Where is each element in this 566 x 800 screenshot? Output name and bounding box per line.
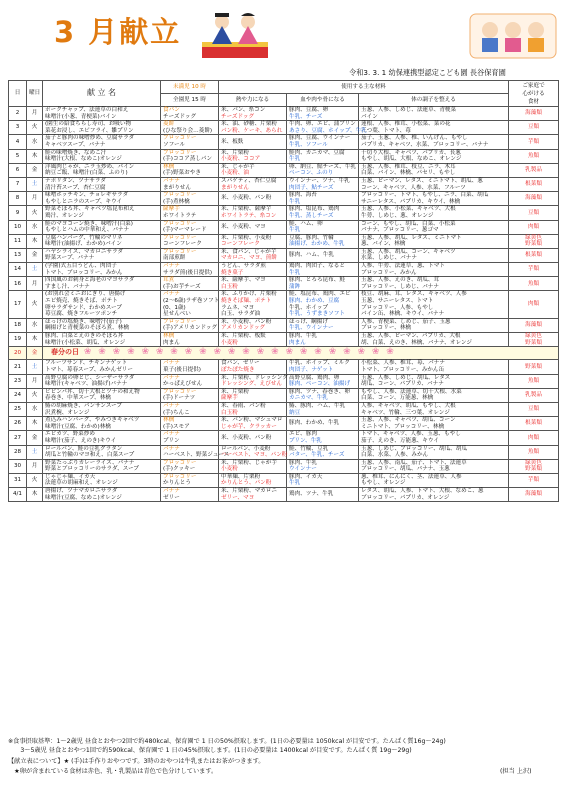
- dish-cell: ロールパン、鮭の豆乳グラタン 胡瓜と竹輪のマヨ和え、白菜スープ: [43, 445, 161, 459]
- header-dish: 献 立 名: [43, 81, 161, 107]
- tone-cell: 葱、椎茸、にんにく、茎、法蓮草、人参 もやし、オレンジ: [359, 473, 509, 487]
- day-cell: 30: [9, 459, 27, 473]
- note-cell: 魚類: [509, 374, 559, 388]
- menu-row: [9, 291, 559, 318]
- energy-cell: 米、片栗粉、ドレッシング ドレッシング、えびせん: [219, 374, 287, 388]
- weekday-cell: 木: [27, 234, 43, 248]
- energy-cell: うどん、サラダ煎 焼き菓子: [219, 263, 287, 277]
- tone-cell: 玉葱、人参、胡瓜、コーン、キャベツ 水菜、しめじ、バナナ: [359, 248, 509, 262]
- note-cell: 海藻類: [509, 488, 559, 502]
- menu-row: [9, 263, 559, 277]
- energy-cell: 米、板麩: [219, 135, 287, 149]
- menu-row: [9, 402, 559, 416]
- body-cell: エビ、豚肉 プリン、牛乳: [287, 431, 359, 445]
- day-cell: 10: [9, 220, 27, 234]
- weekday-cell: 月: [27, 277, 43, 291]
- snack-cell: ブロッコリー 南部煎餅: [161, 248, 219, 262]
- dish-cell: ポークチャップ、法蓮草の白和え 味噌汁(小葱、青梗菜)バイン: [43, 107, 161, 121]
- weekday-cell: 水: [27, 318, 43, 332]
- weekday-cell: 火: [27, 388, 43, 402]
- body-cell: 豚肉、ハム、牛乳: [287, 248, 359, 262]
- tone-cell: 玉葱、人参、えのき、胡瓜、茸 ブロッコリー、しめじ、バナナ: [359, 277, 509, 291]
- day-cell: 24: [9, 388, 27, 402]
- snack-cell: バナナ (2〜6歳)ラザ巻ソフト (0、1歳) 星せんべい: [161, 291, 219, 318]
- dish-cell: 煮込みハンバーグ、やみつきキャベツ 味噌汁(豆腐、わかめ)林檎: [43, 417, 161, 431]
- body-cell: 豚肉、牛乳 肉まん: [287, 333, 359, 347]
- body-cell: 鶏肉、ツナ、牛乳: [287, 488, 359, 502]
- note-cell: 魚類: [509, 149, 559, 163]
- dish-cell: 豚肉、白菜とえのきのそぼろ丼 味噌汁(小松菜、胡瓜、オレンジ: [43, 333, 161, 347]
- snack-cell: 茸煮 (手)お芋チーズ: [161, 277, 219, 291]
- day-cell: 3: [9, 121, 27, 135]
- tone-cell: 玉葱、人参、南瓜、茄子、トマト、法蓮草 ブロッコリー、胡瓜、バナナ、玉葱: [359, 459, 509, 473]
- day-cell: 26: [9, 417, 27, 431]
- day-cell: 4/1: [9, 488, 27, 502]
- snack-cell: バナナ まがりせん: [161, 177, 219, 191]
- day-cell: 6: [9, 163, 27, 177]
- weekday-cell: 火: [27, 473, 43, 487]
- weekday-cell: 月: [27, 192, 43, 206]
- day-cell: 21: [9, 360, 27, 374]
- day-cell: 11: [9, 234, 27, 248]
- dish-cell: 野菜そぼろ丼、キャベツ塩昆布和え 鶏汁、オレンジ: [43, 206, 161, 220]
- note-cell: 乳製品: [509, 388, 559, 402]
- energy-cell: 米、パン、糸コン チーズドッグ: [219, 107, 287, 121]
- header-home: ご家庭で 心がける 食材: [509, 81, 559, 107]
- note-cell: 乳製品: [509, 163, 559, 177]
- note-cell: 芋類: [509, 473, 559, 487]
- body-cell: ほっけ、綱揚げ 牛乳、ウインナー: [287, 318, 359, 332]
- weekday-cell: 金: [27, 163, 43, 177]
- footer-note-1: ※食事摂取基準：1〜2歳児 昼食とおやつ2回で約480kcal、保育園で 1 日の50%摂取します。(1日の必要量は 1050kcal が目安です。たんぱく質16g〜24g): [8, 738, 446, 745]
- dish-cell: 洋風肉じゃが、ニラ玉炒め、バイン 納豆ご飯、味噌汁(白菜、ふのり): [43, 163, 161, 177]
- snack-cell: バナナ (手)ちんこ: [161, 402, 219, 416]
- snack-cell: 林檎 肉まん: [161, 333, 219, 347]
- body-cell: 豚肉、豆腐、卵 牛乳、チーズ: [287, 107, 359, 121]
- header-tone: 体の調子を整える: [359, 94, 509, 107]
- note-cell: 豆類: [509, 121, 559, 135]
- day-cell: 17: [9, 291, 27, 318]
- menu-row: [9, 234, 559, 248]
- body-cell: 豚肉、イカ天 牛乳: [287, 473, 359, 487]
- snack-cell: 薩摩芋 ホワイトラテ: [161, 206, 219, 220]
- menu-row: [9, 488, 559, 502]
- day-cell: 28: [9, 445, 27, 459]
- page-title: 3 月献立: [54, 15, 182, 49]
- tone-cell: 玉葱、人参、胡瓜、レタス、ミニトマト 葱、バイン、林檎: [359, 234, 509, 248]
- weekday-cell: 水: [27, 220, 43, 234]
- weekday-cell: 土: [27, 445, 43, 459]
- snack-cell: ブロッコリー かりんとう: [161, 473, 219, 487]
- dish-cell: エビカツ、野菜炒め 味噌汁(茄子、えのき)キウイ: [43, 431, 161, 445]
- body-cell: 鮭、塩昆布、鶏肉、エビ 豚肉、わかめ、豆腐 牛乳、ホイップ 牛乳、うずまきソフト: [287, 291, 359, 318]
- weekday-cell: 木: [27, 488, 43, 502]
- header-body: 血や肉や骨になる: [287, 94, 359, 107]
- note-cell: 野菜類: [509, 360, 559, 374]
- tone-cell: 玉葱、しめじ、ブロッコリー、胡瓜、胡瓜 白菜、水菜、人参、みかん: [359, 445, 509, 459]
- holiday-cell: [43, 347, 559, 360]
- header-weekday: 曜日: [27, 81, 43, 107]
- menu-row: [9, 459, 559, 473]
- day-cell: 18: [9, 318, 27, 332]
- energy-cell: 米、片栗粉、板麩 小麦粉: [219, 333, 287, 347]
- energy-cell: 米、片栗粉、薩摩芋 ホワイトラテ、糸コン: [219, 206, 287, 220]
- dish-cell: ハヤシライス、マカロニサラダ 野菜スープ、バナナ: [43, 248, 161, 262]
- snack-cell: ブロッコリー (手)ドーナツ: [161, 388, 219, 402]
- dish-cell: フルーツサンド、チキンナゲット トマト、苺春スープ、みかんゼリー: [43, 360, 161, 374]
- note-cell: 海藻類: [509, 318, 559, 332]
- header-snack-am: 未満児 10 時: [161, 81, 219, 94]
- body-cell: 豆腐、豚肉、竹輪 油揚げ、わかめ、牛乳: [287, 234, 359, 248]
- day-cell: 5: [9, 149, 27, 163]
- day-cell: 7: [9, 177, 27, 191]
- subtitle: 令和3. 3. 1 幼保連携型認定こども園 長谷保育園: [349, 68, 506, 77]
- tone-cell: 玉葱、人参、しめじ、胡瓜、レタス 胡瓜、コーン、パプリカ、バナナ: [359, 374, 509, 388]
- body-cell: 鮭肉、カニカマ、豆腐 牛乳: [287, 149, 359, 163]
- energy-cell: 米、片栗粉、じゃが芋 小麦粉: [219, 459, 287, 473]
- snack-cell: 林檎 (手)野菜おやき: [161, 163, 219, 177]
- holiday-label: 春分の日: [51, 348, 79, 357]
- tone-cell: 玉葱、人参、椎茸、枝豆、ニラ、木耳 白菜、バイン、林檎、パセリ、もやし: [359, 163, 509, 177]
- energy-cell: 米、片栗粉 小麦粉、ココア: [219, 149, 287, 163]
- energy-cell: 米、片栗粉、マカロニ ゼリー、マヨ: [219, 488, 287, 502]
- day-cell: 9: [9, 206, 27, 220]
- tone-cell: 蓮根、人参、椎茸、小松菜、菜の花 三つ葉、トマト、苺: [359, 121, 509, 135]
- snack-cell: ブロッコリー (手)煮林檎: [161, 192, 219, 206]
- weekday-cell: 水: [27, 402, 43, 416]
- note-cell: 根菜類: [509, 417, 559, 431]
- dish-cell: 野菜たっぷりカレーライス、バナナ 野菜とブロッコリーのサラダ、スープ: [43, 459, 161, 473]
- snack-cell: バナナ ゼリー: [161, 488, 219, 502]
- dish-cell: 唐揚げ、ツナマカロニサラダ 味噌汁(豆腐、なめこ)オレンジ: [43, 488, 161, 502]
- tone-cell: 小松菜、人参、椎茸、苺、バナナ トマト、ブロッコリー、みかん缶: [359, 360, 509, 374]
- menu-row: [9, 417, 559, 431]
- menu-row: [9, 135, 559, 149]
- menu-row: [9, 248, 559, 262]
- menu-row: [9, 473, 559, 487]
- note-cell: 豆類: [509, 402, 559, 416]
- snack-cell: ブロッコリー (手)アメリカンドッグ: [161, 318, 219, 332]
- snack-cell: ブロッコリー ソフール: [161, 135, 219, 149]
- weekday-cell: 金: [27, 347, 43, 360]
- dish-cell: 高野豆腐の卵とじ、シーザーサラダ 味噌汁(キャベツ、油揚げ)バナナ: [43, 374, 161, 388]
- weekday-cell: 火: [27, 206, 43, 220]
- tone-cell: コーン、もやし、胡瓜、白菜、小松菜 バナナ、ブロッコリー、葱ゴマ: [359, 220, 509, 234]
- menu-row: [9, 177, 559, 191]
- tone-cell: 人参、牛蒡、法蓮草、葱、トマト ブロッコリー、みかん: [359, 263, 509, 277]
- dish-cell: (学園)式五目うどん、肉団子 トマト、ブロッコリー、みかん: [43, 263, 161, 277]
- menu-table: [8, 80, 559, 502]
- energy-cell: 米、じゃが芋 小麦粉、油: [219, 163, 287, 177]
- day-cell: 14: [9, 263, 27, 277]
- snack-cell: バナナ プリン: [161, 431, 219, 445]
- snack-cell: バナナ サラダ煎(後日提供): [161, 263, 219, 277]
- body-cell: 鶏肉、肉団子、なると 牛乳: [287, 263, 359, 277]
- body-cell: 豚肉、ツナ、春巻き、卵 カニカマ、牛乳: [287, 388, 359, 402]
- note-cell: 魚類: [509, 277, 559, 291]
- body-cell: 高野豆腐、鶏肉、卵 豚肉、ベーコン、油揚げ: [287, 374, 359, 388]
- day-cell: 16: [9, 277, 27, 291]
- snack-cell: ブロッコリー (手)クッキー: [161, 459, 219, 473]
- menu-row: [9, 220, 559, 234]
- weekday-cell: 月: [27, 459, 43, 473]
- energy-cell: 中華麺、片栗粉 かりんとう、パン粉: [219, 473, 287, 487]
- note-cell: 緑黄色 野菜類: [509, 234, 559, 248]
- header-ingredients: 使用する主な材料: [219, 81, 509, 94]
- energy-cell: 米、片栗粉、小麦粉 コーンフレーク: [219, 234, 287, 248]
- body-cell: 豚肉、牛乳 ウインナー: [287, 459, 359, 473]
- dish-cell: 鮭の味噌焼き、なめこ汁 味噌汁(大根、なめこ)オレンジ: [43, 149, 161, 163]
- snack-cell: ブロッコリー (手)ココア蒸しパン: [161, 149, 219, 163]
- energy-cell: 米、片栗粉 薩摩芋: [219, 388, 287, 402]
- body-cell: 卵、納豆、鮎チーズ、牛乳 ベーコン、ふのり: [287, 163, 359, 177]
- menu-row: [9, 163, 559, 177]
- body-cell: ウインナー、ツナ、牛乳 肉団子、鮎チーズ: [287, 177, 359, 191]
- menu-row: [9, 388, 559, 402]
- body-cell: 豚肉、塩昆布、鶏肉 牛乳、蒸しチーズ: [287, 206, 359, 220]
- energy-cell: 米、春雨、パン粉 白玉粉: [219, 402, 287, 416]
- note-cell: 肉類: [509, 291, 559, 318]
- day-cell: 19: [9, 333, 27, 347]
- day-cell: 4: [9, 135, 27, 149]
- snack-cell: ブロッコリー (手)マーマレード: [161, 220, 219, 234]
- weekday-cell: 月: [27, 374, 43, 388]
- menu-row: [9, 360, 559, 374]
- note-cell: 肉類: [509, 431, 559, 445]
- weekday-cell: 火: [27, 121, 43, 135]
- weekday-cell: 木: [27, 333, 43, 347]
- tone-cell: レタス、胡瓜、人参、トマト、大根、なめこ、葱 ブロッコリー、パプリカ、オレンジ: [359, 488, 509, 502]
- menu-row: [9, 149, 559, 163]
- tone-cell: 玉葱、ピーマン、レタス、ミニトマト、胡瓜、葱 コーン、キャベツ、人参、水菜、フルーツ: [359, 177, 509, 191]
- dish-cell: ナポリタン、ツナサラダ 清汁苔スープ、杏仁豆腐: [43, 177, 161, 191]
- dish-cell: 四国風のお刺身と海老のマヨサラダ すまし汁、バナナ: [43, 277, 161, 291]
- kids-illustration: [470, 14, 556, 58]
- note-cell: 根菜類: [509, 248, 559, 262]
- dish-cell: 豆腐ハンバーグ、竹輪のマリネ 味噌汁(油揚げ、わかめ)バイン: [43, 234, 161, 248]
- snack-cell: 菱餅 (ひな祭り会…菱餅): [161, 121, 219, 135]
- energy-cell: 米、小麦粉、パン粉: [219, 431, 287, 445]
- day-cell: 8: [9, 192, 27, 206]
- menu-row: [9, 107, 559, 121]
- weekday-cell: 土: [27, 177, 43, 191]
- dish-cell: ほっけの塩焼き、味噌汁(茄子) 綱揚げと青梗菜のそぼろ煮、林檎: [43, 318, 161, 332]
- dish-cell: 鮭のマヨコーン焼き、味噌汁(白菜) もやしとハムの中華和え、バナナ: [43, 220, 161, 234]
- header-energy: 熱や力になる: [219, 94, 287, 107]
- menu-row: [9, 206, 559, 220]
- weekday-cell: 水: [27, 135, 43, 149]
- weekday-cell: 木: [27, 149, 43, 163]
- body-cell: 鮭、竹輪、豆乳 バター、牛乳、チーズ: [287, 445, 359, 459]
- menu-row: [9, 347, 559, 360]
- note-cell: 芋類: [509, 263, 559, 277]
- menu-row: [9, 431, 559, 445]
- dish-cell: (園生の給食ちらし寿司、お吸い物 菜花お浸し、エビフライ、雛プリン: [43, 121, 161, 135]
- tone-cell: 玉葱、人参、しめじ、法蓮草、青梗菜 バイン: [359, 107, 509, 121]
- day-cell: 31: [9, 473, 27, 487]
- tone-cell: 玉葱、人参、ピーマン、パプリカ、大根 胡、白菜、えのき、林檎、バナナ、オレンジ: [359, 333, 509, 347]
- dish-cell: ビビンバ丼、切干大根とツナの和え物 春巻き、中華スープ、林檎: [43, 388, 161, 402]
- day-cell: 23: [9, 374, 27, 388]
- energy-cell: 米、油、砂糖、片栗粉 パン粉、ケーキ、あられ: [219, 121, 287, 135]
- body-cell: 鰆、豚肉、ハム、牛乳 納豆: [287, 402, 359, 416]
- note-cell: 海藻類: [509, 107, 559, 121]
- snack-cell: バナナ ハーベスト、野菜ジュース: [161, 445, 219, 459]
- energy-cell: 米、小麦粉、マヨ: [219, 220, 287, 234]
- note-cell: 魚類: [509, 445, 559, 459]
- day-cell: 20: [9, 347, 27, 360]
- snack-cell: バナナ かっぱえびせん: [161, 374, 219, 388]
- snack-cell: ブロッコリー コーンフレーク: [161, 234, 219, 248]
- menu-row: [9, 277, 559, 291]
- note-cell: 豆類: [509, 206, 559, 220]
- energy-cell: 米、ふりかけ、片栗粉 焼きそば麺、ポテト ラムネ、マヨ 白玉、サラダ油: [219, 291, 287, 318]
- tone-cell: トマト、キャベツ、人参、玉葱、もやし 茄子、えのき、万能葱、キウイ: [359, 431, 509, 445]
- tone-cell: ブロッコリー、トマト、もやし、ニラ、白菜、胡瓜 サニーレタス、パプリカ、キウイ、林檎: [359, 192, 509, 206]
- tone-cell: 人参、キャベツ、胡瓜、もやし、大根 キャベツ、竹輪、三つ葉、オレンジ: [359, 402, 509, 416]
- weekday-cell: 金: [27, 431, 43, 445]
- weekday-cell: 火: [27, 291, 43, 318]
- body-cell: 豚肉、豆腐、ウインナー 牛乳、ソフール: [287, 135, 359, 149]
- footer-note-2: 3〜5歳児 昼食とおやつ1回で約590kcal、保育園で 1 日の45%摂取します。(1日の必要量は 1400kcal が目安です。たんぱく質 19g〜29g): [8, 747, 412, 754]
- footer-note-3: 【献立表について】★ (手)は手作りおやつです。3時のおやつは牛乳またはお茶がつきます。: [8, 758, 265, 765]
- energy-cell: 食パン、ゼリー ぽたぽた焼き: [219, 360, 287, 374]
- dish-cell: 鰆の胡麻焼き、パンサンスープ 沢煮椀、オレンジ: [43, 402, 161, 416]
- energy-cell: スパゲティ、杏仁豆腐 まがりせん: [219, 177, 287, 191]
- body-cell: 豚肉、とろろ昆布、鮭 蒲鉾: [287, 277, 359, 291]
- dish-cell: 茄子と豚肉の味噌炒め、豆腐サラダ キャベツスープ、バナナ: [43, 135, 161, 149]
- weekday-cell: 月: [27, 107, 43, 121]
- tone-cell: 玉葱、人参、小松菜、キャベツ、大根 牛蒡、しめじ、葱、オレンジ: [359, 206, 509, 220]
- body-cell: 鮭、ハム、卵 牛乳: [287, 220, 359, 234]
- weekday-cell: 土: [27, 263, 43, 277]
- footer-sign: (担当 上沢): [500, 768, 532, 775]
- dish-cell: 味噌ホッチキン、チョレギサラダ もやしとニラのスープ、キウイ: [43, 192, 161, 206]
- day-cell: 25: [9, 402, 27, 416]
- tone-cell: 千切り大根、キャベツ、パプリカ、長葱 もやし、胡瓜、大根、なめこ、オレンジ: [359, 149, 509, 163]
- note-cell: 緑黄色 野菜類: [509, 333, 559, 347]
- tone-cell: 枝豆、胡麻、茸、レタス、キャベツ、人参 玉葱、サニーレタス、トマト ブロッコリー、人参、もやし パイン缶、林檎、キウイ、バナナ: [359, 291, 509, 318]
- weekday-cell: 金: [27, 248, 43, 262]
- weekday-cell: 土: [27, 360, 43, 374]
- sakura-decoration: ❀ ❀ ❀ ❀ ❀ ❀ ❀ ❀ ❀ ❀ ❀ ❀ ❀ ❀ ❀ ❀ ❀ ❀ ❀ ❀ ❀ ❀: [79, 347, 396, 358]
- menu-row: [9, 121, 559, 135]
- snack-cell: 食パン チーズドッグ: [161, 107, 219, 121]
- weekday-cell: 木: [27, 417, 43, 431]
- body-cell: 豚肉、海苔 牛乳: [287, 192, 359, 206]
- body-cell: 牛肉、卵、エビ、蒲ブリン あさり、豆腐、ホイップ、牛乳: [287, 121, 359, 135]
- energy-cell: 米、薩摩芋、マヨ 白玉粉: [219, 277, 287, 291]
- energy-cell: 米、パン粉、マシュマロ じゃが芋、クラッカー: [219, 417, 287, 431]
- snack-cell: バナナ 菓子(後日提供): [161, 360, 219, 374]
- dish-cell: じゃじゃ麺、イカ天 法蓮草の胡麻和え、オレンジ: [43, 473, 161, 487]
- energy-cell: 米、小麦粉、パン粉 アメリカンドッグ: [219, 318, 287, 332]
- note-cell: 海藻類: [509, 192, 559, 206]
- footer-note-4: ★卵が含まれている食材は赤色、乳・乳製品は青色で色分けしています。: [8, 768, 218, 775]
- body-cell: 豚肉、わかめ、牛乳: [287, 417, 359, 431]
- hina-dolls-illustration: [200, 8, 270, 60]
- note-cell: 緑黄色 野菜類: [509, 459, 559, 473]
- energy-cell: 米、小麦粉、パン粉: [219, 192, 287, 206]
- menu-row: [9, 192, 559, 206]
- menu-row: [9, 318, 559, 332]
- body-cell: 牛乳、ホイップ、ミルク 肉団子、ナゲット: [287, 360, 359, 374]
- menu-row: [9, 374, 559, 388]
- menu-row: [9, 445, 559, 459]
- day-cell: 13: [9, 248, 27, 262]
- menu-row: [9, 333, 559, 347]
- snack-cell: 林檎 (手)スモア: [161, 417, 219, 431]
- dish-cell: (お別れ会ミニおにぎり、唐揚げ エビ焼売、焼きそば、ポテト 卵サラダサンド、わかめスープ 苺豆腐、焼きフルーツポンチ: [43, 291, 161, 318]
- header-day: 日: [9, 81, 27, 107]
- day-cell: 2: [9, 107, 27, 121]
- energy-cell: 米、食パン、じゃが芋 マカロニ、マヨ、煎餅: [219, 248, 287, 262]
- note-cell: 芋類: [509, 135, 559, 149]
- header-snack-pm: 全園児 15 時: [161, 94, 219, 107]
- tone-cell: 茄子、玉葱、人参、椎、いんげん、もやし パプリカ、キャベツ、水菜、ブロッコリー、バナナ: [359, 135, 509, 149]
- energy-cell: ロールパン、小麦粉 ハーベスト、マヨ、パン粉: [219, 445, 287, 459]
- day-cell: 27: [9, 431, 27, 445]
- tone-cell: 人参、青梗菜、しめじ、茄子、玉葱 ブロッコリー、林檎: [359, 318, 509, 332]
- tone-cell: もやし、人参、法蓮草、切干大根、水菜 白菜、コーン、万能葱、林檎: [359, 388, 509, 402]
- tone-cell: 玉葱、人参、キャベツ、胡瓜、コーン ミニトマト、ブロッコリー、林檎: [359, 417, 509, 431]
- note-cell: 根菜類: [509, 177, 559, 191]
- menu-body: [9, 107, 559, 502]
- note-cell: 肉類: [509, 220, 559, 234]
